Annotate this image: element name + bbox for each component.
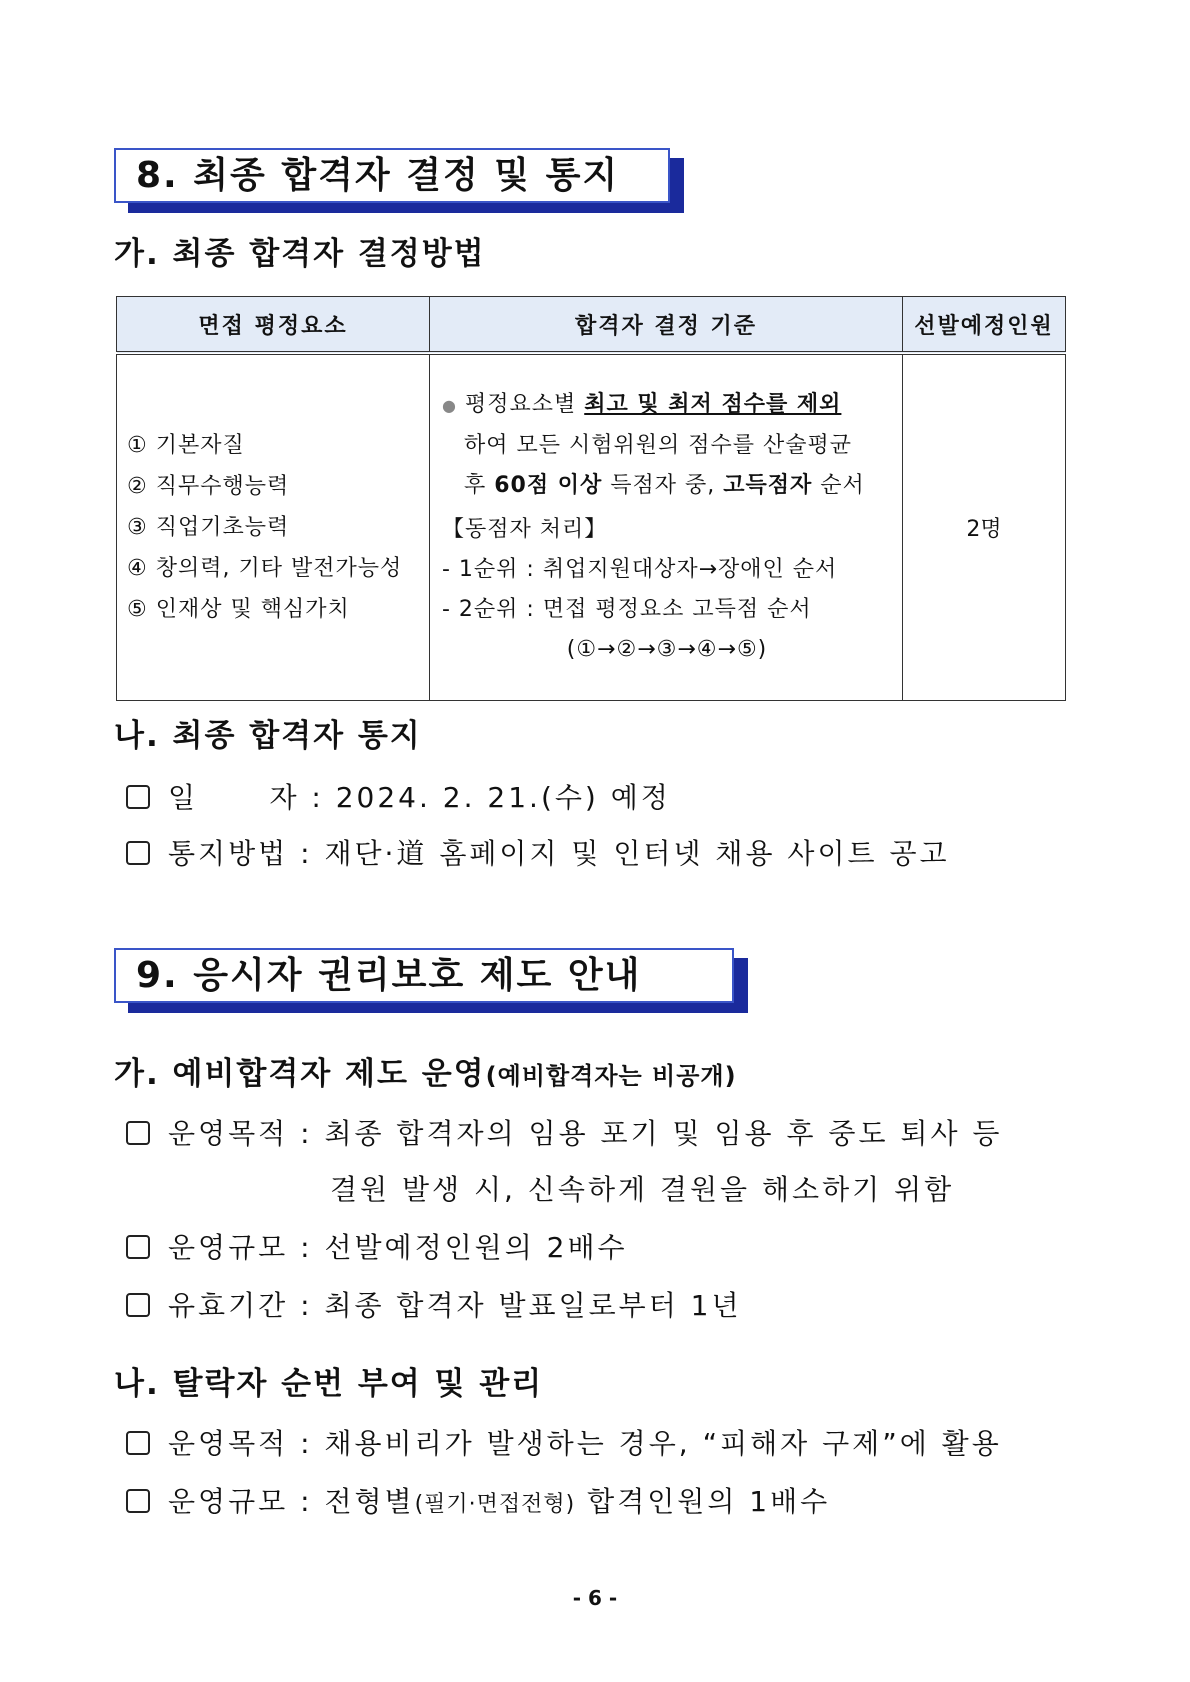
a-scale-row: 운영규모 : 선발예정인원의 2배수 [126, 1226, 628, 1266]
tie-rule-2: - 2순위 : 면접 평정요소 고득점 순서 [442, 597, 812, 622]
notice-method-value: 재단·道 홈페이지 및 인터넷 채용 사이트 공고 [324, 837, 950, 870]
criteria-line-1: ● 평정요소별 최고 및 최저 점수를 제외 [442, 392, 842, 417]
checkbox-icon [126, 1235, 150, 1259]
section-8-title: 8. 최종 합격자 결정 및 통지 [114, 148, 670, 203]
sub-a-heading-9: 가. 예비합격자 제도 운영(예비합격자는 비공개) [114, 1056, 737, 1092]
eval-element: ④ 창의력, 기타 발전가능성 [127, 556, 403, 581]
b-scale-row: 운영규모 : 전형별(필기·면접전형) 합격인원의 1배수 [126, 1480, 830, 1520]
criteria-cell [430, 353, 903, 701]
a-validity-row: 유효기간 : 최종 합격자 발표일로부터 1년 [126, 1284, 742, 1324]
notice-date-label: 일 자 [168, 781, 300, 814]
header-eval-elements: 면접 평정요소 [117, 297, 430, 354]
section-8-title-box [114, 148, 670, 203]
bullet-dot-icon: ● [442, 396, 457, 415]
checkbox-icon [126, 1489, 150, 1513]
criteria-line-2: 하여 모든 시험위원의 점수를 산술평균 [464, 433, 853, 458]
eval-element: ⑤ 인재상 및 핵심가치 [127, 597, 350, 622]
tie-handling-title: 【동점자 처리】 [442, 517, 608, 542]
notice-date-row: 일 자 : 2024. 2. 21.(수) 예정 [126, 776, 671, 816]
header-decision-criteria: 합격자 결정 기준 [430, 297, 903, 354]
sub-a-heading: 가. 최종 합격자 결정방법 [114, 236, 486, 272]
notice-method-row: 통지방법 : 재단·道 홈페이지 및 인터넷 채용 사이트 공고 [126, 832, 950, 872]
planned-count-cell: 2명 [903, 353, 1066, 701]
tie-rule-order: (①→②→③→④→⑤) [566, 637, 768, 662]
evaluation-table [116, 296, 1066, 701]
section-9-title: 9. 응시자 권리보호 제도 안내 [114, 948, 734, 1003]
eval-element: ② 직무수행능력 [127, 474, 290, 499]
header-planned-count: 선발예정인원 [903, 297, 1066, 354]
eval-elements-cell [117, 353, 430, 701]
b-purpose-row: 운영목적 : 채용비리가 발생하는 경우, “피해자 구제”에 활용 [126, 1422, 1002, 1462]
notice-date-value: 2024. 2. 21.(수) 예정 [335, 781, 671, 814]
section-9-title-box [114, 948, 734, 1003]
a-purpose-row: 운영목적 : 최종 합격자의 임용 포기 및 임용 후 중도 퇴사 등 [126, 1112, 1002, 1152]
eval-element: ③ 직업기초능력 [127, 515, 290, 540]
sub-b-heading-9: 나. 탈락자 순번 부여 및 관리 [114, 1366, 544, 1402]
criteria-line-3: 후 60점 이상 득점자 중, 고득점자 순서 [464, 473, 865, 498]
notice-method-label: 통지방법 [168, 837, 289, 870]
checkbox-icon [126, 841, 150, 865]
sub-b-heading: 나. 최종 합격자 통지 [114, 718, 422, 754]
checkbox-icon [126, 785, 150, 809]
checkbox-icon [126, 1431, 150, 1455]
checkbox-icon [126, 1293, 150, 1317]
checkbox-icon [126, 1121, 150, 1145]
tie-rule-1: - 1순위 : 취업지원대상자→장애인 순서 [442, 557, 838, 582]
a-purpose-continued: 결원 발생 시, 신속하게 결원을 해소하기 위함 [330, 1173, 955, 1206]
eval-element: ① 기본자질 [127, 433, 245, 458]
page-number: - 6 - [572, 1586, 618, 1610]
